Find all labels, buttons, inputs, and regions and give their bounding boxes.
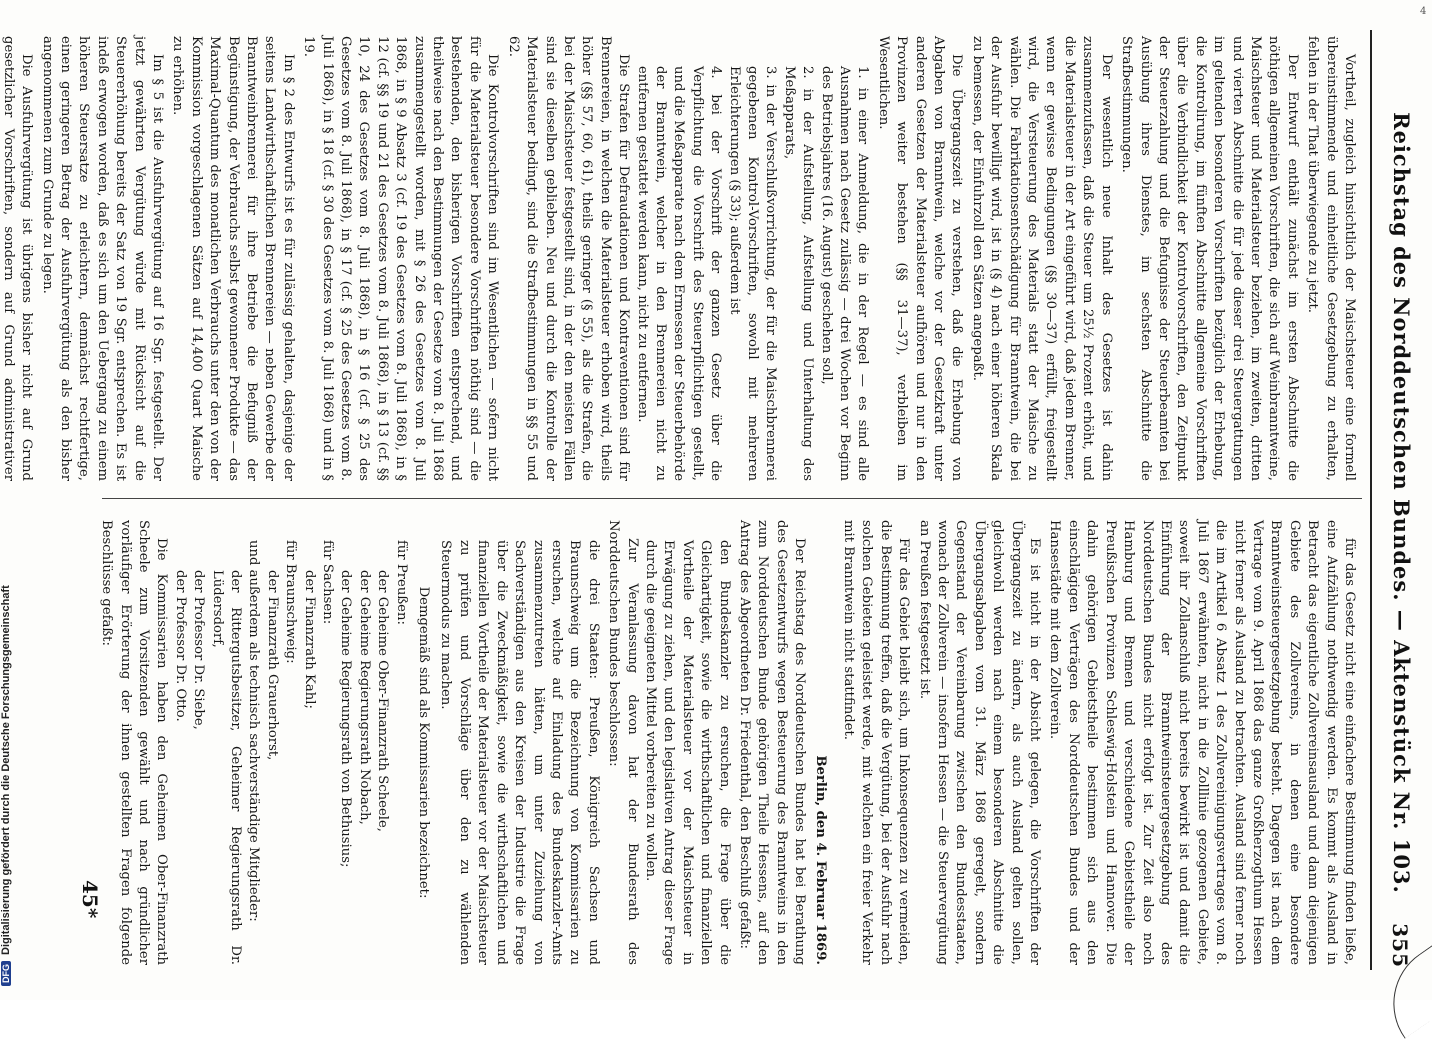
commissioner-name: der Finanzrath Kahl; <box>301 570 317 709</box>
dateline: Berlin, den 4. Februar 1869. <box>812 755 828 965</box>
paragraph: Die Kommissarien haben den Geheimen Ober-Finanzrath Scheele zum Vorsitzenden gewählt und nach gründlicher vorläufiger Erörterung der ihnen gestellten Fragen folgende Beschlüsse gefaßt: <box>99 520 170 965</box>
list-item: 4. bei der Vorschrift der ganzen Gesetz über die Verpflichtung die Vorschrift des Steuerpflichtigen gestellt, und die Meßapparate nach dem Ermessen der Steuerbehörde der Branntwein, welcher in den Brennereien nicht zu entfernen gestattet werden kann, nicht zu entfernen. <box>634 66 724 481</box>
paragraph: Die Ausfuhrvergütung ist übrigens bisher nicht auf Grund gesetzlicher Vorschriften, sondern auf Grund administrativer <box>0 36 35 481</box>
header-rule <box>1370 30 1372 970</box>
commissioner-name: der Geheime Ober-Finanzrath Scheele, <box>375 570 391 832</box>
commissioner-note: und außerdem als technisch sachverständige Mitglieder: <box>246 540 262 922</box>
corner-mark: 4 <box>1420 6 1427 17</box>
quoted-resolution: den Bundeskanzler zu ersuchen, die Frage über die Gleichartigkeit, sowie die wirthschaftlichen und finanziellen Vortheile der Materialsteuer vor der Maischsteuer in Erwägung zu ziehen, und den legislativen Antrag dieser Frage durch die geeigneten Mittel vorbereiten zu wollen. <box>642 540 732 965</box>
commissioner-name: der Geheime Regierungsrath Nobach, <box>356 570 372 825</box>
paragraph: Der wesentlich neue Inhalt des Gesetzes ist dahin zusammenzufassen, daß die Steuer um 25½ Prozent erhöht, und die Materialsteuer in der Art eingeführt wird, daß jedem Brenner, wenn er gewisse Bedingungen (§§ 30—37) erfüllt, freigestellt wird, die Versteuerung des Materials statt der Maische zu wählen. Die Fabrikationsentschädigung für Branntwein, die bei der Ausfuhr bewilligt wird, ist in (§ 4) nach einer höheren Skala zu bemessen, der Einfuhrzoll den Sätzen angepaßt. <box>969 36 1114 481</box>
commissioners-intro: Demgemäß sind als Kommissarien bezeichnet: <box>416 586 432 899</box>
commissioner-name: der Finanzrath Grauerhorst, <box>264 570 280 761</box>
paragraph: Vortheil, zugleich hinsichtlich der Maischsteuer eine formell übereinstimmende und einheitliche Gesetzgebung zu erhalten, fehlen in der That überwiegende zu jetzt. <box>1305 36 1357 481</box>
dfg-logo: DFG <box>1 961 11 986</box>
quoted-resolution: die drei Staaten: Preußen, Königreich Sachsen und Braunschweig um die Bezeichnung von Kommissarien zu ersuchen, welche auf Einladung des Bundeskanzler-Amts zusammenzutreten hätten, um unter Zuziehung von Sachverständigen aus den Kreisen der Industrie die Frage über die Zweckmäßigkeit, sowie die wirthschaftlichen und finanziellen Vortheile der Materialsteuer vor der Maischsteuer zu prüfen und Vorschläge über den zu wählenden Steuermodus zu machen. <box>438 540 601 965</box>
commissioner-state: für Preußen: <box>393 540 409 625</box>
left-column <box>0 36 1358 481</box>
paragraph: Der Entwurf enthält zunächst im ersten Abschnitte die nöthigen allgemeinen Vorschriften, die sich auf Weinbranntweine, Maischsteuer und Materialsteuer beziehen, im zweiten, dritten und vierten Abschnitte die für jede dieser drei Steuergattungen im geltenden besonderen Vorschriften bezüglich der Erhebung, die Kontrolirung, im fünften Abschnitte allgemeine Vorschriften über die Verbindlichkeit der Kontrolvorschriften, den Zeitpunkt der Steuerzahlung und die Befugnisse der Steuerbeamten bei Ausübung ihres Dienstes, im sechsten Abschnitte die Strafbestimmungen. <box>1119 36 1300 481</box>
commissioner-state: für Sachsen: <box>320 540 336 625</box>
paragraph: Im § 2 des Entwurfs ist es für zulässig gehalten, dasjenige der seitens Landwirthschaftlichen Brennereien — neben Gewerbe der Branntweinbrennerei für ihre Betriebe die Befugniß der Begünstigung, der Verbrauchs selbst gewonnener Produkte — das Maximal-Quantum des monatlichen Verbrauchs unter den von der Kommission vorgeschlagenen Sätzen auf 14,400 Quart Maische zu erhöhen. <box>170 36 296 481</box>
paragraph: Es ist nicht in der Absicht gelegen, die Vorschriften der Übergangszeit zu ändern, als auch Ausland gelten sollen, gleichwohl werden nach einem besonderen Abschnitte die Übergangsabgaben vom 31. März 1868 geregelt, sondern Gegenstand der Vereinbarung zwischen den Bundesstaaten, wonach der Zollverein — insofern Hessen — die Steuervergütung an Preußen festgesetzt ist. <box>916 520 1043 965</box>
paragraph: Die Strafen für Defraudationen und Kontraventionen sind für Brennereien, in welchen die Materialsteuer erhoben wird, theils höher (§§ 57, 60, 61), theils geringer (§ 55), als die Strafen, die bei der Maischsteuer festgestellt sind, in der den meisten Fällen sind sie dieselben geblieben. Neu und durch die Kontrolle der Materialsteuer bedingt, sind die Strafbestimmungen in §§ 55 und 62. <box>505 36 632 481</box>
page-number: 355 <box>1388 923 1412 968</box>
paragraph: Für das Gebiet bleibt sich, um Inkonsequenzen zu vermeiden, die Bestimmung treffen, daß die Vergütung, bei der Ausfuhr nach solchen Gebieten geleistet werde, mit welchen ein freier Verkehr mit Branntwein nicht stattfindet. <box>841 520 912 965</box>
paragraph: Die Übergangszeit zu verstehen, daß die Erhebung von Abgaben von Branntwein, welche vor der Gesetzkraft unter anderen Gesetzen der Materialsteuer aufhören und nur in den Provinzen weiter bestehen (§§ 31—37), verbleiben im Wesentlichen. <box>875 36 965 481</box>
credit-text: Digitalisierung gefördert durch die Deutsche Forschungsgemeinschaft <box>0 585 12 955</box>
list-item: 2. in der Aufstellung, Aufstellung und Unterhaltung des Meßapparats, <box>781 66 816 481</box>
paragraph: Der Reichstag des Norddeutschen Bundes hat bei Berathung des Gesetzentwurfs wegen Besteuerung des Branntweins in den zum Norddeutschen Bunde gehörigen Theile Hessens, auf den Antrag des Abgeordneten Dr. Friedenthal, den Beschluß gefaßt: <box>737 520 808 965</box>
column-divider <box>102 498 1362 499</box>
commissioner-name: der Professor Dr. Otto. <box>172 570 188 722</box>
commissioner-name: der Rittergutsbesitzer, Geheimer Regierungsrath Dr. Lüdersdorf, <box>209 570 244 965</box>
running-head <box>1378 38 1418 968</box>
paragraph: Die Kontrolvorschriften sind im Wesentlichen — sofern nicht für die Materialsteuer besondere Vorschriften nöthig sind — die bestehenden, den bisherigen Vorschriften entsprechend, und theilweise nach den Bestimmungen der Gesetze vom 8. Juli 1868 zusammengestellt worden, mit § 26 des Gesetzes vom 8. Juli 1868, in § 9 Absatz 3 (cf. 19 des Gesetzes vom 8. Juli 1868), in § 12 (cf. §§ 19 und 21 des Gesetzes vom 8. Juli 1868), in § 13 (cf. §§ 10, 24 des Gesetzes vom 8. Juli 1868), in § 16 (cf. § 25 des Gesetzes vom 8. Juli 1868), in § 17 (cf. § 25 des Gesetzes vom 8. Juli 1868), in § 18 (cf. § 30 des Gesetzes vom 8. Juli 1868) und in § 19. <box>301 36 501 481</box>
digitization-credit <box>0 346 16 1000</box>
list-item: 3. in der Verschlußvorrichtung, der für die Maischbrennerei gegebenen Kontrol-Vorschriften, sowohl mit mehreren Erleichterungen (§ 33); außerdem ist <box>726 66 779 481</box>
running-head-title: Reichstag des Norddeutschen Bundes. — Aktenstück Nr. 103. <box>1389 112 1414 894</box>
paragraph: Im § 5 ist die Ausfuhrvergütung auf 16 Sgr. festgestellt. Der jetzt gewährten Vergütung würde mit Rücksicht auf die Steuererhöhung bereits der Satz von 19 Sgr. entsprechen. Es ist indeß erwogen worden, daß es sich um den Uebergang zu einem höheren Steuersatze zu erleichtern, demnächst rechtfertige, einen geringeren Betrag der Ausfuhrvergütung als den bisher angenommenen zum Grunde zu legen. <box>39 36 165 481</box>
list-item: 1. in einer Anmeldung, die in der Regel — es sind alle Ausnahmen nach Gesetz zulässig — drei Wochen vor Beginn des Betriebsjahres (16. August) geschehen soll, <box>818 66 871 481</box>
signature-mark: 45* <box>78 880 102 919</box>
right-column <box>95 520 1358 965</box>
commissioner-state: für Braunschweig: <box>283 540 299 664</box>
paragraph: für das Gesetz nicht eine einfachere Bestimmung finden ließe, eine Aufzählung nothwendig werden. Es kommt als Ausland in Betracht das eigentliche Zollvereinsausland und dann diejenigen Gebiete des Zollvereins, in denen eine besondere Branntweinsteuergesetzgebung besteht. Dagegen ist nach dem Vertrage vom 9. April 1868 das ganze Großherzogthum Hessen nicht ferner als Ausland zu betrachten. Ausland sind ferner noch die im Artikel 6 Absatz 1 des Zollvereinigungsvertrages vom 8. Juli 1867 erwähnten, nicht in die Zolllinie gezogenen Gebiete, soweit ihr Zollanschluß nicht bereits bewirkt ist und damit die Einführung der Branntweinsteuergesetzgebung des Norddeutschen Bundes nicht erfolgt ist. Zur Zeit also noch Hamburg und Bremen und verschiedene Gebietstheile der Preußischen Provinzen Schleswig-Holstein und Hannover. Die dahin gehörigen Gebietstheile bestimmen sich aus den einschlägigen Verträgen des Norddeutschen Bundes und der Hansestädte mit dem Zollverein. <box>1047 520 1357 965</box>
commissioner-name: der Professor Dr. Siebe, <box>191 570 207 730</box>
commissioner-name: der Geheime Regierungsrath von Bethusius; <box>338 570 354 868</box>
paragraph: Zur Veranlassung davon hat der Bundesrath des Norddeutschen Bundes beschlossen: <box>606 520 640 965</box>
